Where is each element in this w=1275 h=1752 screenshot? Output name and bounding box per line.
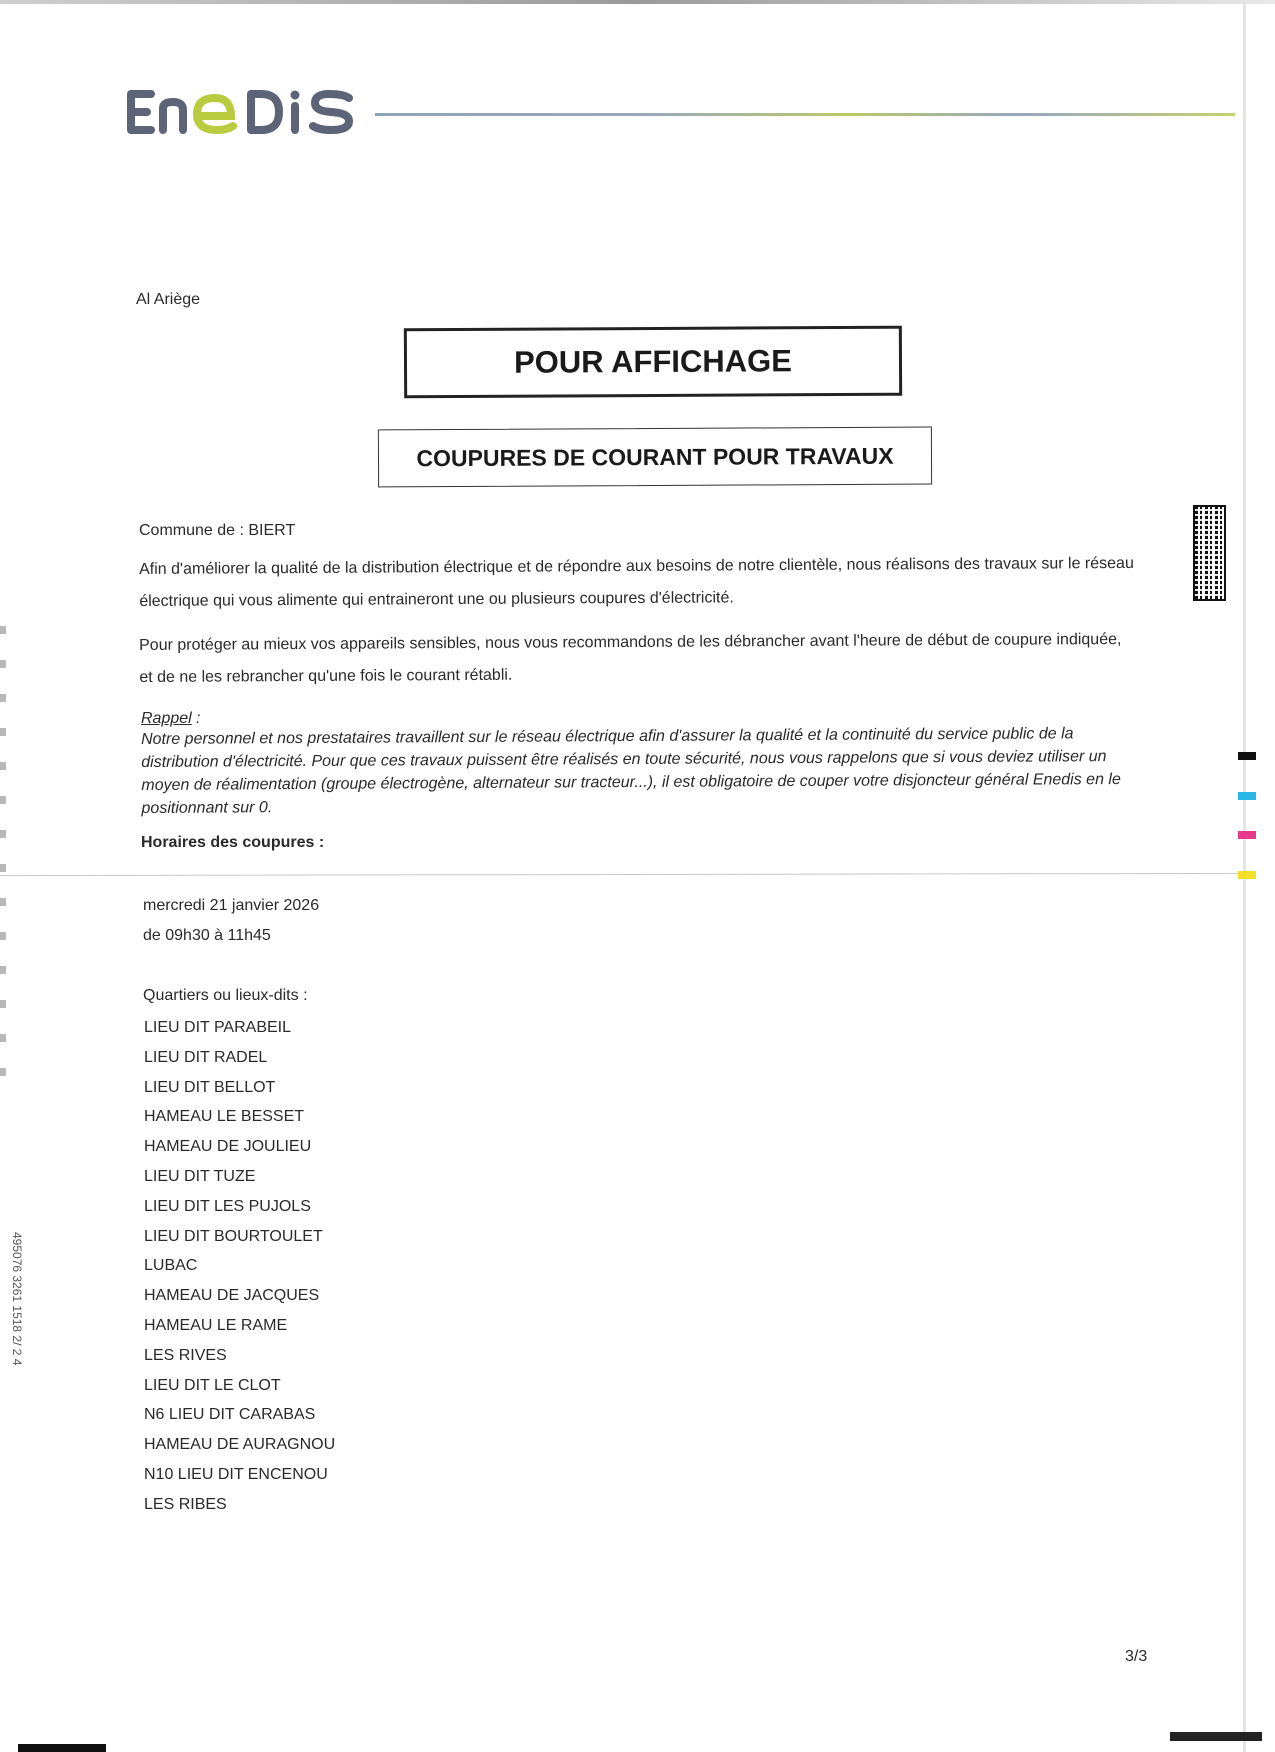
list-item: LES RIBES	[144, 1495, 227, 1513]
advice-paragraph: Pour protéger au mieux vos appareils sensibles, nous vous recommandons de les débrancher avant l'heure de début de coupure indiquée, et de ne les rebrancher qu'une fois le courant rétabli.	[139, 630, 1122, 686]
list-item: HAMEAU LE BESSET	[144, 1108, 305, 1126]
list-item: LIEU DIT RADEL	[144, 1048, 268, 1066]
scan-top-edge	[0, 0, 1275, 4]
scan-bottom-mark-right	[1170, 1732, 1262, 1741]
list-item: N6 LIEU DIT CARABAS	[144, 1406, 316, 1424]
rappel-body: Notre personnel et nos prestataires travaillent sur le réseau électrique afin d'assurer la qualité et la continuité du service public de la distribution d'électricité. Pour que ces travaux puissent être réalisés en toute sécurité, nous vous rappelons que si vous deviez utiliser un moyen de réalimentation (groupe électrogène, alternateur sur tracteur...), il est obligatoire de couper votre disjoncteur général Enedis en le positionnant sur 0.	[141, 725, 1121, 817]
calibration-mark-yellow	[1238, 871, 1256, 879]
banner-title: POUR AFFICHAGE	[404, 326, 902, 399]
datamatrix-code	[1193, 505, 1226, 601]
list-item: LUBAC	[144, 1257, 198, 1275]
schedule-heading: Horaires des coupures :	[141, 834, 325, 851]
list-item: HAMEAU DE AURAGNOU	[144, 1436, 336, 1454]
rappel-heading	[141, 710, 192, 728]
calibration-mark-magenta	[1238, 831, 1256, 839]
scan-bottom-mark-left	[18, 1744, 106, 1752]
side-reference-code	[4, 1232, 34, 1432]
list-item: LIEU DIT TUZE	[144, 1167, 256, 1185]
calibration-mark-black	[1238, 752, 1256, 760]
recipient: Al Ariège	[136, 291, 201, 308]
list-item: N10 LIEU DIT ENCENOU	[144, 1465, 328, 1483]
rappel-title: Rappel	[141, 710, 192, 727]
commune-label: Commune de : BIERT	[139, 522, 296, 539]
list-item: LIEU DIT LE CLOT	[144, 1376, 281, 1394]
header-rule	[375, 113, 1235, 116]
list-item: LIEU DIT BELLOT	[144, 1078, 276, 1096]
list-item: LIEU DIT BOURTOULET	[144, 1227, 323, 1245]
list-item: LIEU DIT PARABEIL	[144, 1019, 292, 1036]
fold-line	[0, 873, 1243, 876]
list-item: HAMEAU DE JOULIEU	[144, 1138, 312, 1156]
enedis-logo	[123, 82, 363, 142]
list-item: HAMEAU LE RAME	[144, 1316, 288, 1334]
rappel-heading-colon: :	[196, 710, 201, 727]
subtitle-box: COUPURES DE COURANT POUR TRAVAUX	[378, 427, 932, 488]
side-code-text: 495076 3261 1518 2/ 2 4	[10, 1232, 24, 1366]
list-item: LES RIVES	[144, 1346, 227, 1364]
outage-hours: de 09h30 à 11h45	[143, 927, 271, 944]
intro-paragraph: Afin d'améliorer la qualité de la distribution électrique et de répondre aux besoins de notre clientèle, nous réalisons des travaux sur le réseau électrique qui vous alimente qui entraineront une ou plusieurs coupures d'électricité.	[139, 554, 1134, 610]
outage-date: mercredi 21 janvier 2026	[143, 897, 320, 914]
list-item: LIEU DIT LES PUJOLS	[144, 1197, 311, 1215]
page-number: 3/3	[1125, 1648, 1148, 1665]
list-item: HAMEAU DE JACQUES	[144, 1287, 320, 1305]
places-heading: Quartiers ou lieux-dits :	[143, 987, 308, 1004]
scan-left-marks	[0, 600, 6, 1080]
calibration-mark-cyan	[1238, 792, 1256, 800]
places-list	[144, 1013, 335, 1520]
